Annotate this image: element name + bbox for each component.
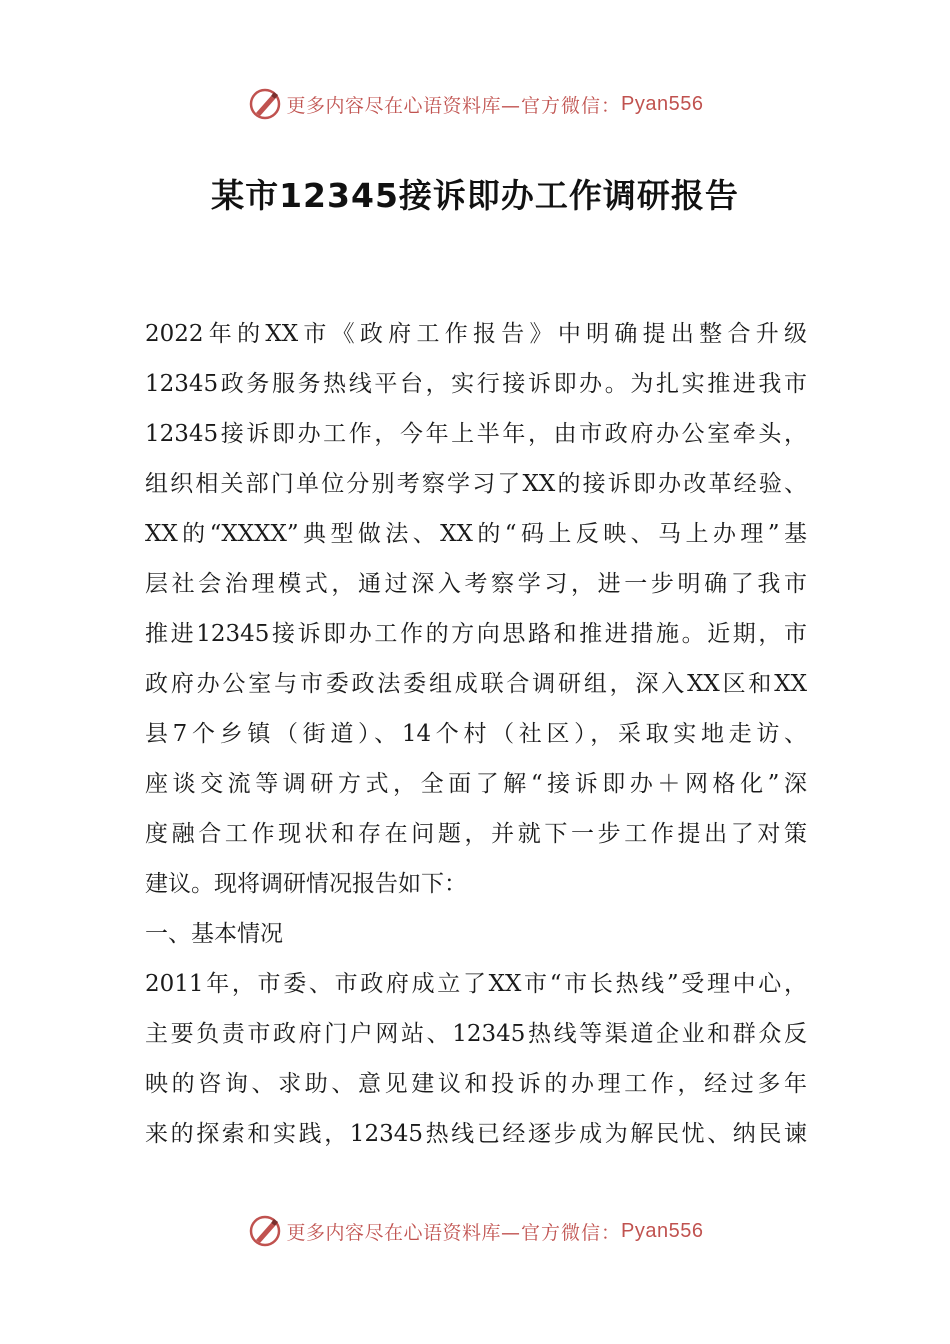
body-line: 建议。现将调研情况报告如下： bbox=[145, 871, 467, 897]
pen-logo-icon bbox=[247, 1213, 283, 1249]
document-title: 某市12345接诉即办工作调研报告 bbox=[211, 176, 739, 215]
body-line: 2011年，市委、市政府成立了XX市“市长热线”受理中心， bbox=[145, 971, 807, 997]
body-line: 映的咨询、求助、意见建议和投诉的办理工作，经过多年 bbox=[145, 1071, 807, 1097]
body-line: 推进12345接诉即办工作的方向思路和推进措施。近期，市 bbox=[145, 621, 807, 647]
watermark-sub-text: —官方微信： bbox=[501, 94, 622, 117]
body-line: 组织相关部门单位分别考察学习了XX的接诉即办改革经验、 bbox=[145, 471, 807, 497]
watermark-sub-text: —官方微信： bbox=[501, 1221, 622, 1244]
watermark-id-text: Pyan556 bbox=[621, 1219, 704, 1242]
body-line: 2022年的XX市《政府工作报告》中明确提出整合升级 bbox=[145, 321, 807, 347]
body-line: 主要负责市政府门户网站、12345热线等渠道企业和群众反 bbox=[145, 1021, 807, 1047]
body-line: 层社会治理模式，通过深入考察学习，进一步明确了我市 bbox=[145, 571, 807, 597]
watermark-id-text: Pyan556 bbox=[621, 92, 704, 115]
body-line: 12345接诉即办工作，今年上半年，由市政府办公室牵头， bbox=[145, 421, 807, 447]
section-heading: 一、基本情况 bbox=[145, 921, 283, 947]
document-body bbox=[145, 309, 807, 1159]
watermark-main-text: 更多内容尽在心语资料库 bbox=[286, 1221, 502, 1244]
body-line: XX的“XXXX”典型做法、XX的“码上反映、马上办理”基 bbox=[145, 521, 807, 547]
body-line: 政府办公室与市委政法委组成联合调研组，深入XX区和XX bbox=[145, 671, 807, 697]
body-line: 县7个乡镇（街道）、14个村（社区），采取实地走访、 bbox=[145, 721, 807, 747]
body-line: 度融合工作现状和存在问题，并就下一步工作提出了对策 bbox=[145, 821, 807, 847]
body-line: 座谈交流等调研方式，全面了解“接诉即办＋网格化”深 bbox=[145, 771, 807, 797]
footer-watermark bbox=[0, 1211, 950, 1251]
watermark-main-text: 更多内容尽在心语资料库 bbox=[286, 94, 502, 117]
header-watermark bbox=[0, 84, 950, 124]
body-line: 12345政务服务热线平台，实行接诉即办。为扎实推进我市 bbox=[145, 371, 807, 397]
pen-logo-icon bbox=[247, 86, 283, 122]
body-line: 来的探索和实践，12345热线已经逐步成为解民忧、纳民谏 bbox=[145, 1121, 807, 1147]
